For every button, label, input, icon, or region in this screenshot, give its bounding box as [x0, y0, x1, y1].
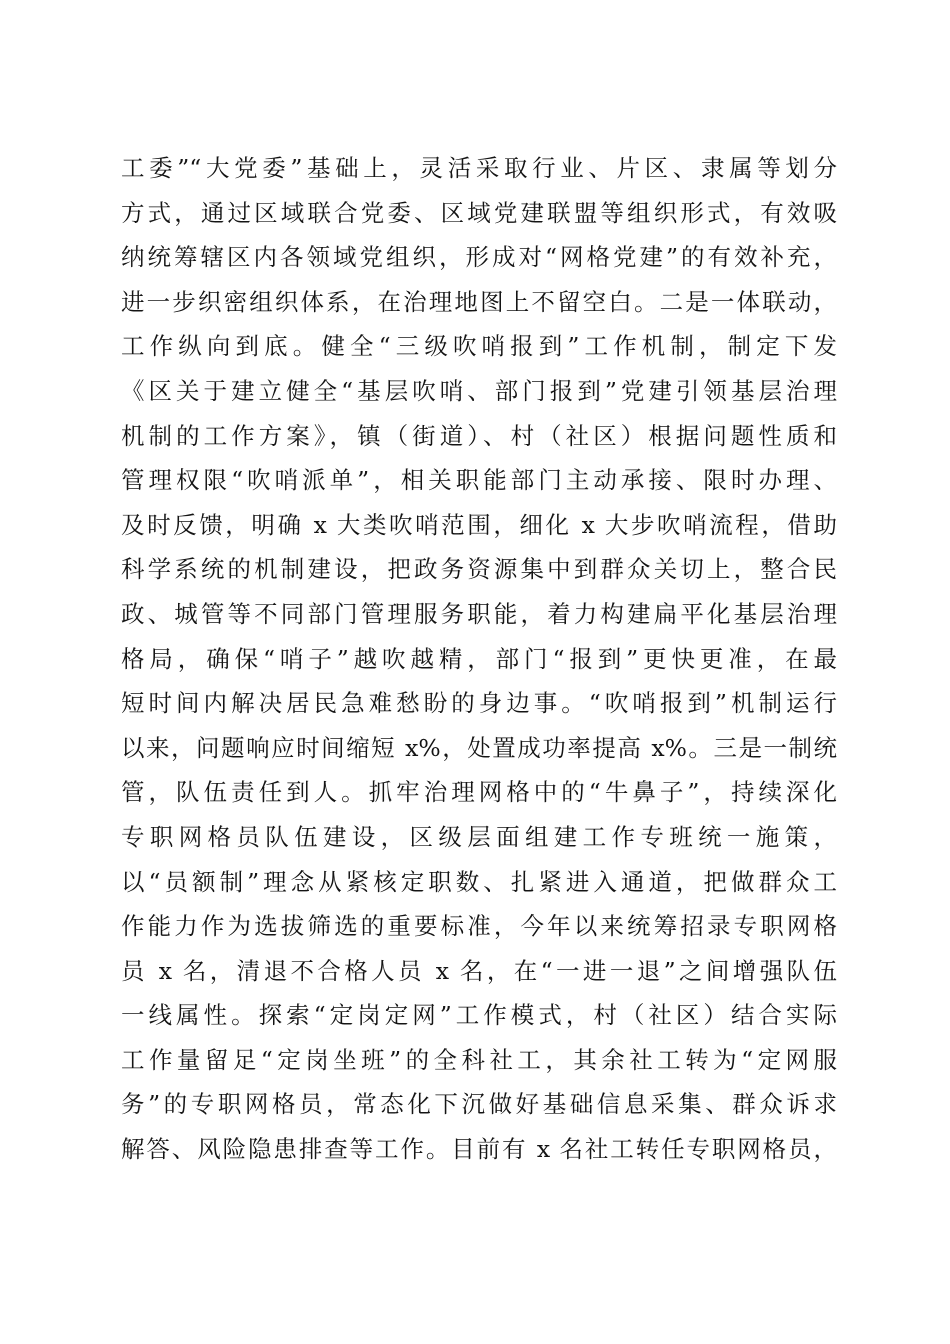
text-line: 格局，确保“哨子”越吹越精，部门“报到”更快更准，在最 [121, 644, 837, 673]
text-line: 纳统筹辖区内各领域党组织，形成对“网格党建”的有效补充， [121, 243, 837, 272]
text-line: 务”的专职网格员，常态化下沉做好基础信息采集、群众诉求 [121, 1090, 837, 1119]
text-line: 一线属性。探索“定岗定网”工作模式，村（社区）结合实际 [121, 1001, 837, 1030]
text-line: 以来，问题响应时间缩短 x%，处置成功率提高 x%。三是一制统 [121, 733, 837, 762]
text-line: 管理权限“吹哨派单”，相关职能部门主动承接、限时办理、 [121, 466, 837, 495]
text-line: 作能力作为选拔筛选的重要标准，今年以来统筹招录专职网格 [121, 912, 837, 941]
text-line: 工委”“大党委”基础上，灵活采取行业、片区、隶属等划分 [121, 154, 837, 182]
text-line: 工作纵向到底。健全“三级吹哨报到”工作机制，制定下发 [121, 332, 837, 361]
text-line: 员 x 名，清退不合格人员 x 名，在“一进一退”之间增强队伍 [121, 956, 837, 985]
text-line: 短时间内解决居民急难愁盼的身边事。“吹哨报到”机制运行 [121, 689, 837, 718]
text-line: 以“员额制”理念从紧核定职数、扎紧进入通道，把做群众工 [121, 867, 837, 896]
text-line: 及时反馈，明确 x 大类吹哨范围，细化 x 大步吹哨流程，借助 [121, 510, 837, 539]
text-line: 方式，通过区域联合党委、区域党建联盟等组织形式，有效吸 [121, 198, 837, 227]
text-line: 政、城管等不同部门管理服务职能，着力构建扁平化基层治理 [121, 599, 837, 628]
body-paragraph [121, 146, 837, 1172]
text-line: 工作量留足“定岗坐班”的全科社工，其余社工转为“定网服 [121, 1045, 837, 1074]
text-line: 科学系统的机制建设，把政务资源集中到群众关切上，整合民 [121, 555, 837, 584]
text-line: 进一步织密组织体系，在治理地图上不留空白。二是一体联动， [121, 287, 837, 316]
text-line: 解答、风险隐患排查等工作。目前有 x 名社工转任专职网格员， [121, 1135, 837, 1164]
text-line: 专职网格员队伍建设，区级层面组建工作专班统一施策， [121, 822, 837, 851]
text-line: 《区关于建立健全“基层吹哨、部门报到”党建引领基层治理 [121, 376, 837, 405]
text-line: 机制的工作方案》，镇（街道）、村（社区）根据问题性质和 [121, 421, 837, 450]
text-line: 管，队伍责任到人。抓牢治理网格中的“牛鼻子”，持续深化 [121, 778, 837, 807]
